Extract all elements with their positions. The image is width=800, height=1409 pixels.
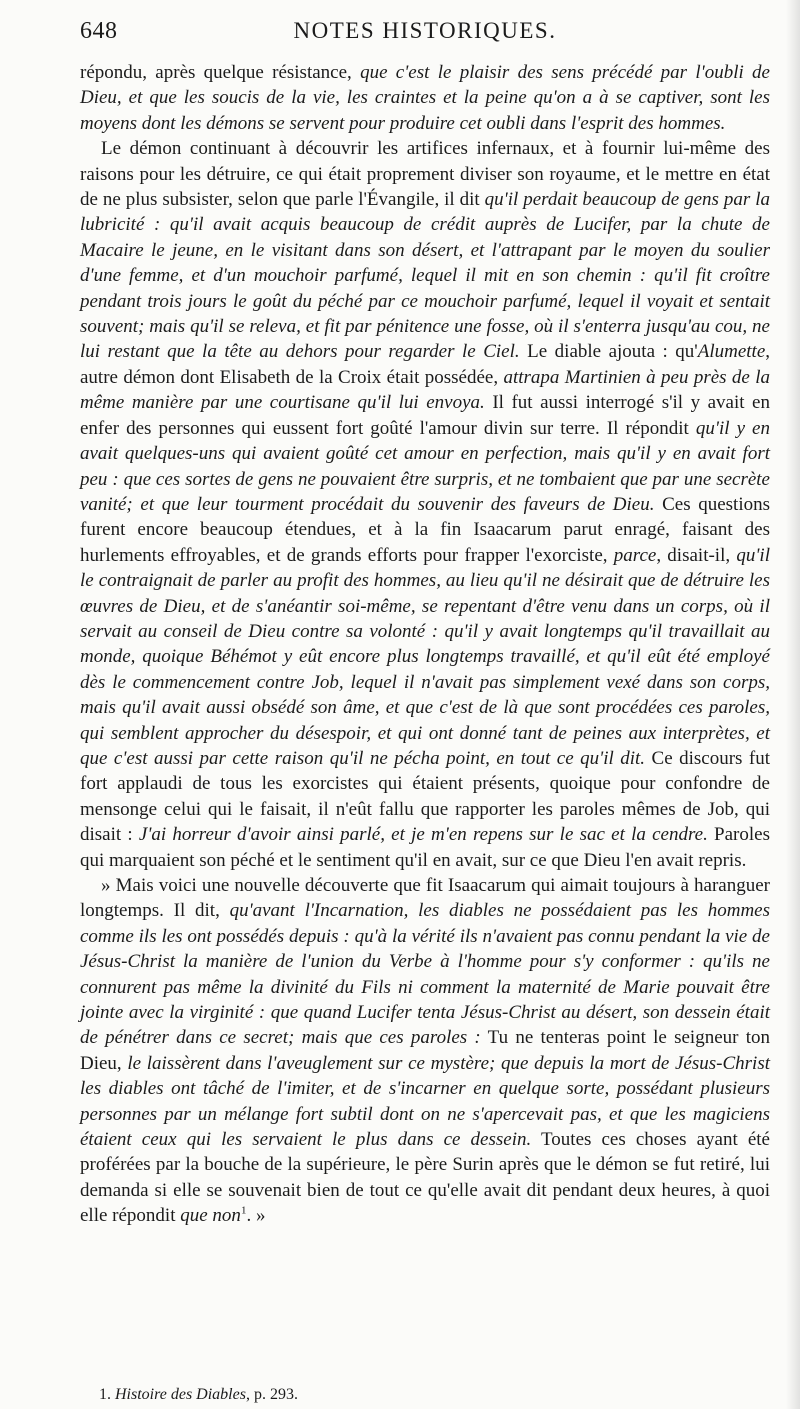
footnote-page: , p. 293.: [245, 1386, 298, 1403]
page-edge-shadow: [786, 0, 800, 1409]
text-run: répondu, après quelque résistance,: [80, 62, 361, 83]
text-run: Paroles qui marquaient son péché et le sentiment qu'il en avait, sur ce que Dieu l'en avait repris.: [80, 824, 770, 871]
italic-run: Alumette: [697, 341, 766, 363]
italic-run: qu'il le contraignait de parler au profit des hommes, au lieu qu'il ne désirait que de détruire les œuvres de Dieu, et de s'anéantir soi-même, se repentant d'être venu dans un corps, où il servait au conseil de Dieu contre sa volonté : qu'il y avait longtemps qu'il travaillait au monde, quoique Béhémot y eût encore plus longtemps travaillé, et qu'il eût été employé dès le commencement contre Job, lequel il n'avait pas simplement vexé dans son corps, mais qu'il avait aussi obsédé son âme, et que c'est de là que sont procédées ces paroles, qui semblent approcher du désespoir, et qui ont donné tant de peines aux interprètes, et que c'est aussi par cette raison qu'il ne pécha point, en tout ce qu'il dit.: [80, 544, 770, 769]
text-run: Il fut aussi interrogé s'il y avait en enfer des personnes qui eussent fort goûté l'amour divin sur terre. Il répondit: [80, 392, 770, 439]
italic-run: que c'est le plaisir des sens précédé par l'oubli de Dieu, et que les soucis de la vie, les craintes et la peine qu'on a à se captiver, sont les moyens dont les démons se servent pour produire cet oubli dans l'esprit des hommes.: [80, 62, 770, 134]
italic-run: qu'il y en avait quelques-uns qui avaient goûté cet amour en perfection, mais qu'il y en avait fort peu : que ces sortes de gens ne pouvaient être surpris, et ne tombaient que par une secrète vanité; et que leur tourment procédait du souvenir des faveurs de Dieu.: [80, 417, 770, 515]
page-header: [80, 18, 770, 54]
italic-run: qu'avant l'Incarnation, les diables ne possédaient pas les hommes comme ils les ont possédés depuis : qu'à la vérité ils n'avaient pas connu pendant la vie de Jésus-Christ la manière de l'union du Verbe à l'homme pour s'y conformer : qu'ils ne connurent pas même la divinité du Fils ni comment la maternité de Marie pouvait être jointe avec la virginité : que quand Lucifer tenta Jésus-Christ au désert, son dessein était de pénétrer dans ce secret; mais que ces paroles :: [80, 900, 770, 1049]
running-title: NOTES HISTORIQUES.: [293, 18, 557, 43]
footnote: [99, 1385, 769, 1405]
text-run: Ces questions furent encore beaucoup étendues, et à la fin Isaacarum parut enragé, faisant des hurlements effroyables, et de grands efforts pour frapper l'exorciste,: [80, 493, 771, 566]
body-text: [80, 60, 770, 1229]
text-run: Ce discours fut fort applaudi de tous les exorcistes qui étaient présents, quoique pour confondre de mensonge celui qui le faisait, il n'eût fallu que rapporter les paroles mêmes de Job, qui disait :: [80, 747, 771, 846]
text-run: , disait-il,: [656, 544, 737, 566]
page-number: 648: [80, 18, 118, 44]
paragraph-1: [80, 60, 770, 136]
italic-run: qu'il perdait beaucoup de gens par la lubricité : qu'il avait acquis beaucoup de crédit auprès de Lucifer, par la chute de Macaire le jeune, en le visitant dans son désert, et l'attrapant par le moyen du soulier d'une femme, et d'un mouchoir parfumé, lequel il mit en son chemin : qu'il fit croître pendant trois jours le goût du péché par ce mouchoir parfumé, lequel il voyait et sentait souvent; mais qu'il se releva, et fit par pénitence une fosse, où il s'enterra jusqu'au cou, ne lui restant que la tête au dehors pour regarder le Ciel.: [80, 189, 770, 363]
text-run: Toutes ces choses ayant été proférées par la bouche de la supérieure, le père Surin après que le démon se fut retiré, lui demanda si elle se souvenait bien de tout ce qu'elle avait dit pendant deux heures, à quoi elle répondit: [80, 1129, 770, 1227]
text-run: Le diable ajouta : qu': [519, 341, 698, 363]
italic-run: attrapa Martinien à peu près de la même manière par une courtisane qu'il lui envoya.: [80, 366, 770, 414]
footnote-title: Histoire des Diables: [115, 1386, 246, 1403]
text-run: » Mais voici une nouvelle découverte que fit Isaacarum qui aimait toujours à haranguer longtemps. Il dit,: [80, 875, 770, 922]
paragraph-3: [80, 873, 770, 1229]
text-run: Tu ne tenteras point le seigneur ton Dieu,: [80, 1027, 770, 1074]
text-run: . »: [246, 1205, 266, 1227]
text-run: Le démon continuant à découvrir les artifices infernaux, et à fournir lui-même des raisons pour les détruire, ce qui était proprement diviser son royaume, et le mettre en état de ne plus subsister, selon que parle l'Évangile, il dit: [80, 138, 770, 211]
paragraph-2: [80, 136, 770, 873]
italic-run: J'ai horreur d'avoir ainsi parlé, et je m'en repens sur le sac et la cendre.: [138, 824, 708, 846]
italic-run: que non: [180, 1205, 241, 1227]
italic-run: le laissèrent dans l'aveuglement sur ce mystère; que depuis la mort de Jésus-Christ les diables ont tâché de l'imiter, et de s'incarner en quelque sorte, possédant plusieurs personnes par un mélange fort subtil dont on ne s'apercevait pas, et que les magiciens étaient ceux qui les servaient le plus dans ce dessein.: [80, 1052, 770, 1151]
footnote-reference: 1: [240, 1204, 247, 1217]
text-run: , autre démon dont Elisabeth de la Croix était possédée,: [80, 341, 771, 388]
footnote-number: 1.: [99, 1386, 111, 1403]
italic-run: parce: [613, 544, 657, 566]
